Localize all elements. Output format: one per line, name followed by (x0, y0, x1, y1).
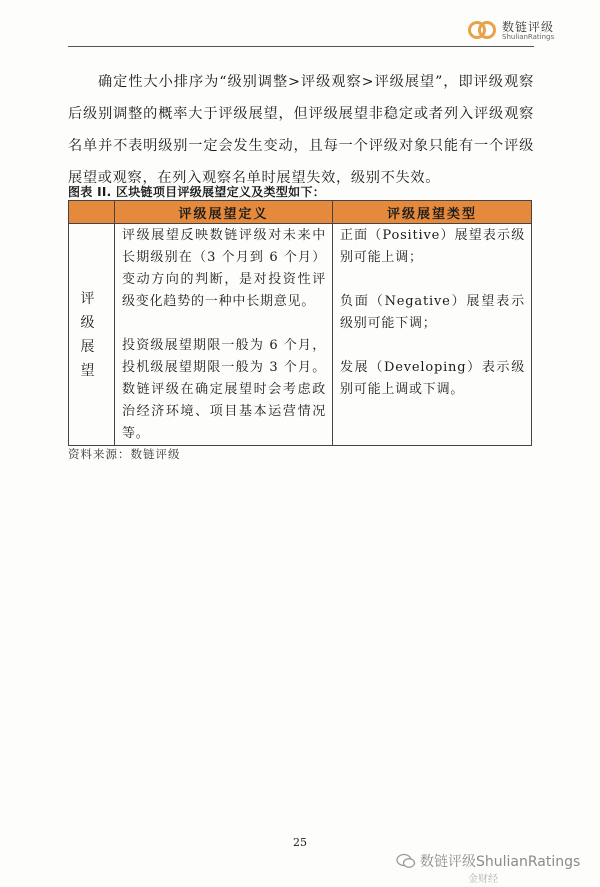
watermark (396, 851, 580, 871)
watermark-subtext: 金财经 (468, 874, 498, 885)
table-row (69, 224, 532, 446)
figure-title: 图表 II. 区块链项目评级展望定义及类型如下： (68, 185, 326, 199)
logo-chinese-text: 数链评级 (502, 20, 555, 34)
definition-paragraph: 投资级展望期限一般为 6 个月，投机级展望期限一般为 3 个月。数链评级在确定展望时会考虑政治经济环境、项目基本运营情况等。 (122, 338, 326, 441)
company-logo (468, 18, 578, 44)
logo-mark-icon (468, 20, 496, 40)
header-divider (68, 46, 534, 47)
table-header-type: 评级展望类型 (333, 201, 532, 224)
type-cell (333, 224, 532, 446)
page-number: 25 (293, 836, 307, 849)
table-header-corner (69, 201, 115, 224)
watermark-text: 数链评级ShulianRatings (420, 854, 581, 870)
type-positive: 正面（Positive）展望表示级别可能上调； (340, 228, 525, 265)
outlook-table (68, 200, 532, 446)
wechat-icon (396, 853, 416, 869)
source-note: 资料来源：数链评级 (68, 447, 181, 461)
type-negative: 负面（Negative）展望表示级别可能下调； (340, 294, 525, 331)
row-header-rating-outlook: 评级展望 (69, 224, 115, 446)
type-developing: 发展（Developing）表示级别可能上调或下调。 (340, 360, 525, 397)
logo-english-text: ShulianRatings (502, 33, 555, 41)
definition-paragraph: 评级展望反映数链评级对未来中长期级别在（3 个月到 6 个月）变动方向的判断，是对投资性评级变化趋势的一种中长期意见。 (122, 228, 326, 309)
table-header-row (69, 201, 532, 224)
body-paragraph: 确定性大小排序为“级别调整>评级观察>评级展望”，即评级观察后级别调整的概率大于评级展望，但评级展望非稳定或者列入评级观察名单并不表明级别一定会发生变动，且每一个评级对象只能有一个评级展望或观察，在列入观察名单时展望失效，级别不失效。 (68, 74, 534, 187)
table-header-definition: 评级展望定义 (115, 201, 333, 224)
definition-cell (115, 224, 333, 446)
